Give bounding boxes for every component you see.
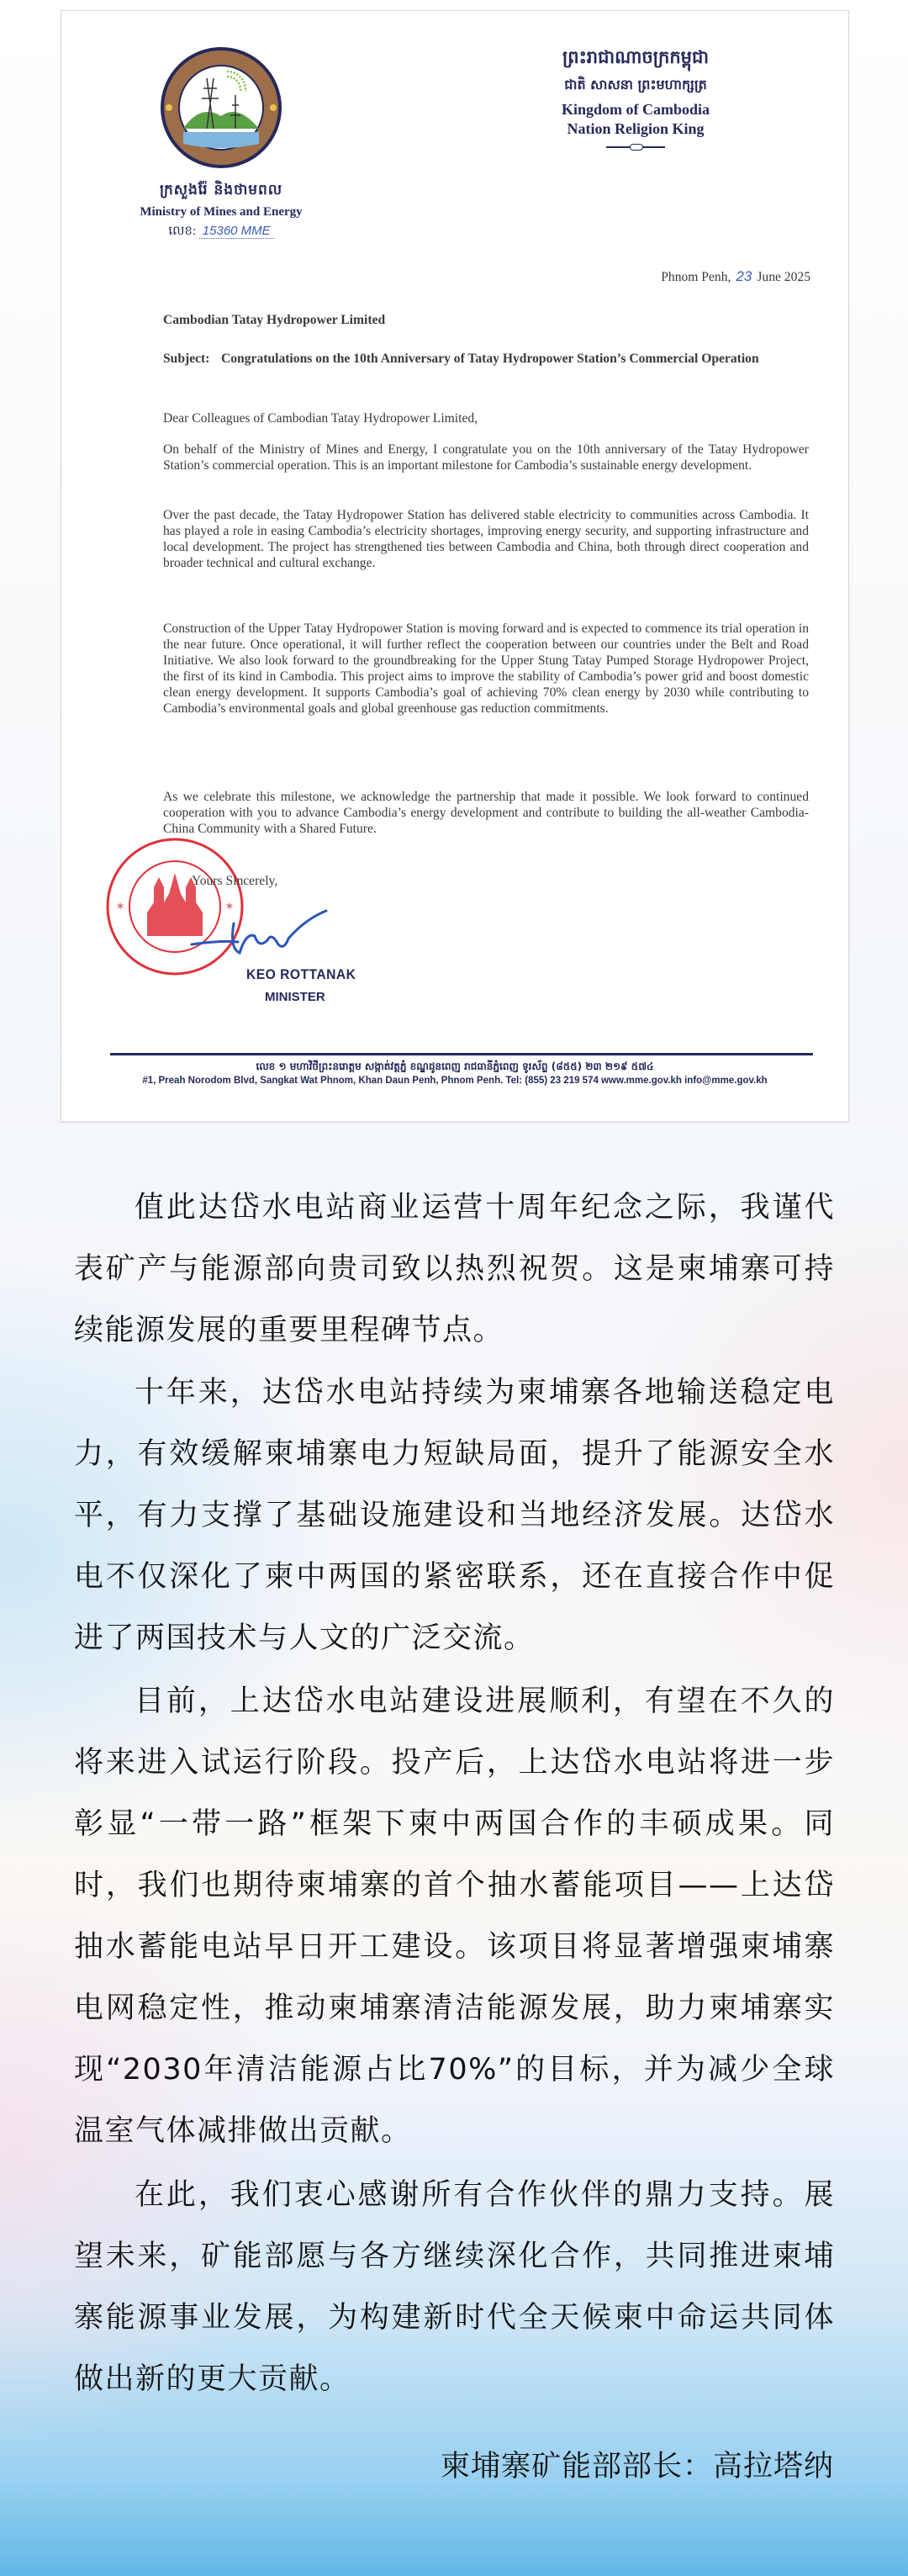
footer-address: #1, Preah Norodom Blvd, Sangkat Wat Phnom, Khan Daun Penh, Phnom Penh. Tel: (855) 23 219 574 www.mme.gov.kh info@mme.gov.kh [142,1076,768,1086]
translation-signature: 柬埔寨矿能部部长：高拉塔纳 [440,2450,834,2483]
closing: Yours Sincerely, [192,874,278,888]
letter-date [661,268,810,285]
reference-label: លេខ: [168,225,197,238]
subject-line [163,351,802,367]
svg-text:*: * [117,900,124,916]
date-city: Phnom Penh, [661,270,731,284]
translation-paragraph-4: 在此，我们衷心感谢所有合作伙伴的鼎力支持。展望未来，矿能部愿与各方继续深化合作，共同推进柬埔寨能源事业发展，为构建新时代全天候柬中命运共同体做出新的更大贡献。 [74,2178,835,2396]
letter-paragraph-2: Over the past decade, the Tatay Hydropower Station has delivered stable electricity to communities across Cambodia. It has played a role in easing Cambodia’s electricity shortages, improving energy security, and supporting infrastructure and local development. The project has strengthened ties between Cambodia and China, both through direct cooperation and broader technical and cultural exchange. [163,508,809,570]
kingdom-title: Kingdom of Cambodia [561,101,710,118]
khmer-kingdom-title: ព្រះរាជាណាចក្រកម្ពុជា [562,46,709,67]
signer-title: MINISTER [265,990,325,1004]
recipient: Cambodian Tatay Hydropower Limited [163,313,386,327]
handwritten-signature-icon [187,898,330,965]
translation-paragraph-3: 目前，上达岱水电站建设进展顺利，有望在不久的将来进入试运行阶段。投产后，上达岱水电站将进一步彰显“一带一路”框架下柬中两国合作的丰硕成果。同时，我们也期待柬埔寨的首个抽水蓄能项目——上达岱抽水蓄能电站早日开工建设。该项目将显著增强柬埔寨电网稳定性，推动柬埔寨清洁能源发展，助力柬埔寨实现“2030年清洁能源占比70%”的目标，并为减少全球温室气体减排做出贡献。 [74,1685,835,2148]
footer-address-khmer: លេខ ១ មហាវិថីព្រះនរោត្តម សង្កាត់វត្តភ្នំ ខណ្ឌដូនពេញ រាជធានីភ្នំពេញ ទូរស័ព្ទ (៨៥៥) ២៣ ២១៩ ៥៧៤ [256,1061,654,1072]
khmer-ministry-name: ក្រសួងរ៉ែ និងថាមពល [159,182,283,198]
reference-line [120,223,322,241]
subject-label: Subject: [163,352,210,366]
scanned-letter [61,10,849,1122]
svg-text:*: * [226,900,233,916]
national-motto: Nation Religion King [567,120,705,137]
letter-paragraph-3: Construction of the Upper Tatay Hydropower Station is moving forward and is expected to commence its trial operation in the near future. Once operational, it will further reflect the cooperation between our countries under the Belt and Road Initiative. We also look forward to the groundbreaking for the Upper Stung Tatay Pumped Storage Hydropower Project, the first of its kind in Cambodia. This project aims to improve the stability of Cambodia’s power grid and boost domestic clean energy development. It supports Cambodia’s goal of achieving 70% clean energy by 2030 while contributing to Cambodia’s environmental goals and global greenhouse gas reduction commitments. [163,622,809,716]
letter-paragraph-4: As we celebrate this milestone, we acknowledge the partnership that made it possible. We look forward to continued cooperation with you to advance Cambodia’s energy development and contribute to building the all-weather Cambodia-China Community with a Shared Future. [163,790,809,836]
ministry-seal-logo-icon [158,45,284,171]
signer-name: KEO ROTTANAK [246,966,356,982]
translation-paragraph-1: 值此达岱水电站商业运营十周年纪念之际，我谨代表矿产与能源部向贵司致以热烈祝贺。这是柬埔寨可持续能源发展的重要里程碑节点。 [74,1191,835,1347]
subject-text: Congratulations on the 10th Anniversary of Tatay Hydropower Station’s Commercial Operation [221,352,759,366]
translation-paragraph-2: 十年来，达岱水电站持续为柬埔寨各地输送稳定电力，有效缓解柬埔寨电力短缺局面，提升了能源安全水平，有力支撑了基础设施建设和当地经济发展。达岱水电不仅深化了柬中两国的紧密联系，还在直接合作中促进了两国技术与人文的广泛交流。 [74,1376,835,1655]
ministry-name: Ministry of Mines and Energy [140,205,303,219]
salutation: Dear Colleagues of Cambodian Tatay Hydropower Limited, [163,411,478,426]
kingdom-letterhead [522,46,749,148]
ornament-divider-icon [606,146,665,148]
date-day: 23 [736,268,752,284]
ministry-letterhead [120,45,322,241]
reference-number: 15360 MME [199,224,274,239]
footer-divider [110,1053,813,1055]
letter-paragraph-1: On behalf of the Ministry of Mines and Energy, I congratulate you on the 10th anniversary of the Tatay Hydropower Station’s commercial operation. This is an important milestone for Cambodia’s sustainable energy development. [163,442,809,473]
date-month-year: June 2025 [757,270,810,284]
khmer-motto: ជាតិ សាសនា ព្រះមហាក្សត្រ [564,77,707,93]
